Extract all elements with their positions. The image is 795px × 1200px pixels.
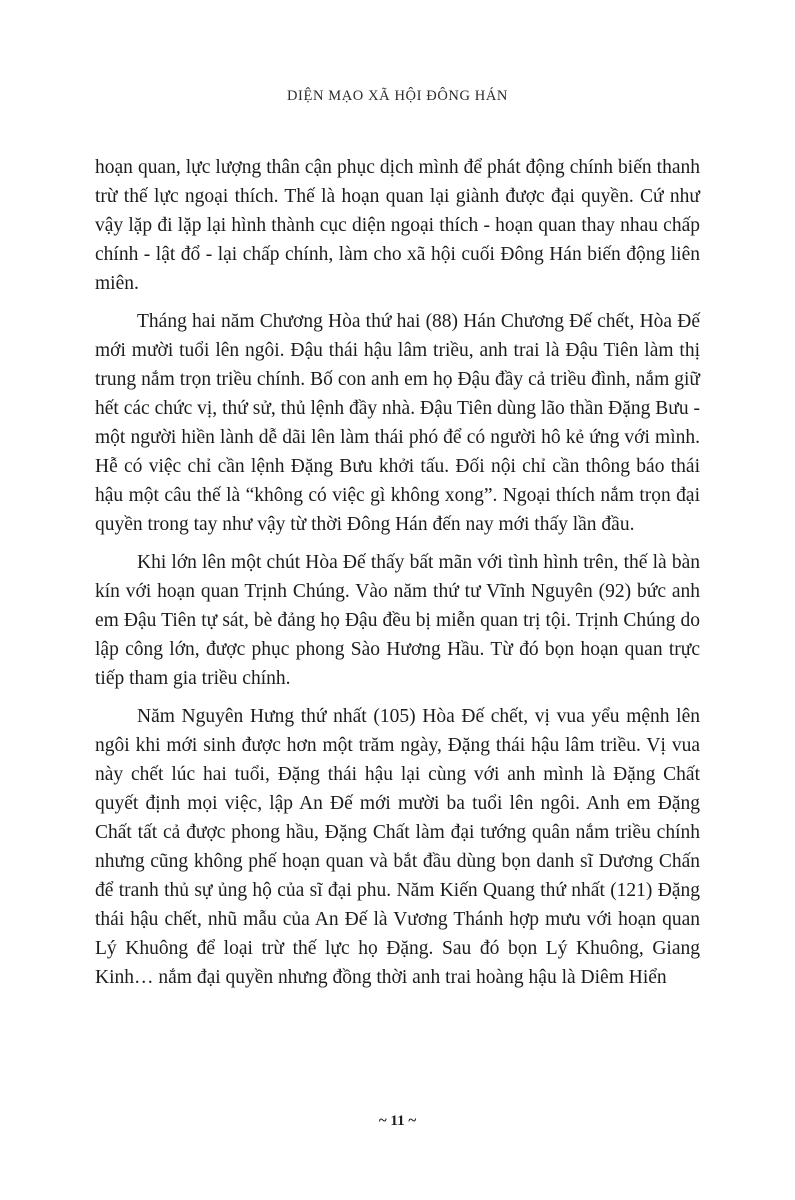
paragraph: Năm Nguyên Hưng thứ nhất (105) Hòa Đế chết, vị vua yểu mệnh lên ngôi khi mới sinh được hơn một trăm ngày, Đặng thái hậu lâm triều. Vị vua này chết lúc hai tuổi, Đặng thái hậu lại cùng với anh mình là Đặng Chất quyết định mọi việc, lập An Đế mới mười ba tuổi lên ngôi. Anh em Đặng Chất tất cả được phong hầu, Đặng Chất làm đại tướng quân nắm triều chính nhưng cũng không phế hoạn quan và bắt đầu dùng bọn danh sĩ Dương Chấn để tranh thủ sự ủng hộ của sĩ đại phu. Năm Kiến Quang thứ nhất (121) Đặng thái hậu chết, nhũ mẫu của An Đế là Vương Thánh hợp mưu với hoạn quan Lý Khuông để loại trừ thế lực họ Đặng. Sau đó bọn Lý Khuông, Giang Kinh… nắm đại quyền nhưng đồng thời anh trai hoàng hậu là Diêm Hiển [95, 706, 700, 988]
running-header: DIỆN MẠO XÃ HỘI ĐÔNG HÁN [286, 88, 508, 104]
paragraph: hoạn quan, lực lượng thân cận phục dịch mình để phát động chính biến thanh trừ thế lực ngoại thích. Thế là hoạn quan lại giành được đại quyền. Cứ như vậy lặp đi lặp lại hình thành cục diện ngoại thích - hoạn quan thay nhau chấp chính - lật đổ - lại chấp chính, làm cho xã hội cuối Đông Hán biến động liên miên. [95, 157, 700, 294]
body-text [95, 153, 700, 992]
paragraph: Khi lớn lên một chút Hòa Đế thấy bất mãn với tình hình trên, thế là bàn kín với hoạn quan Trịnh Chúng. Vào năm thứ tư Vĩnh Nguyên (92) bức anh em Đậu Tiên tự sát, bè đảng họ Đậu đều bị miễn quan trị tội. Trịnh Chúng do lập công lớn, được phục phong Sào Hương Hầu. Từ đó bọn hoạn quan trực tiếp tham gia triều chính. [95, 552, 700, 689]
paragraph: Tháng hai năm Chương Hòa thứ hai (88) Hán Chương Đế chết, Hòa Đế mới mười tuổi lên ngôi. Đậu thái hậu lâm triều, anh trai là Đậu Tiên làm thị trung nắm trọn triều chính. Bố con anh em họ Đậu đầy cả triều đình, nắm giữ hết các chức vị, thứ sử, thủ lệnh đầy nhà. Đậu Tiên dùng lão thần Đặng Bưu - một người hiền lành dễ dãi lên làm thái phó để có người hô kẻ ứng với mình. Hễ có việc chỉ cần lệnh Đặng Bưu khởi tấu. Đối nội chỉ cần thông báo thái hậu một câu thế là “không có việc gì không xong”. Ngoại thích nắm trọn đại quyền trong tay như vậy từ thời Đông Hán đến nay mới thấy lần đầu. [95, 311, 700, 535]
page-number: ~ 11 ~ [378, 1113, 417, 1129]
